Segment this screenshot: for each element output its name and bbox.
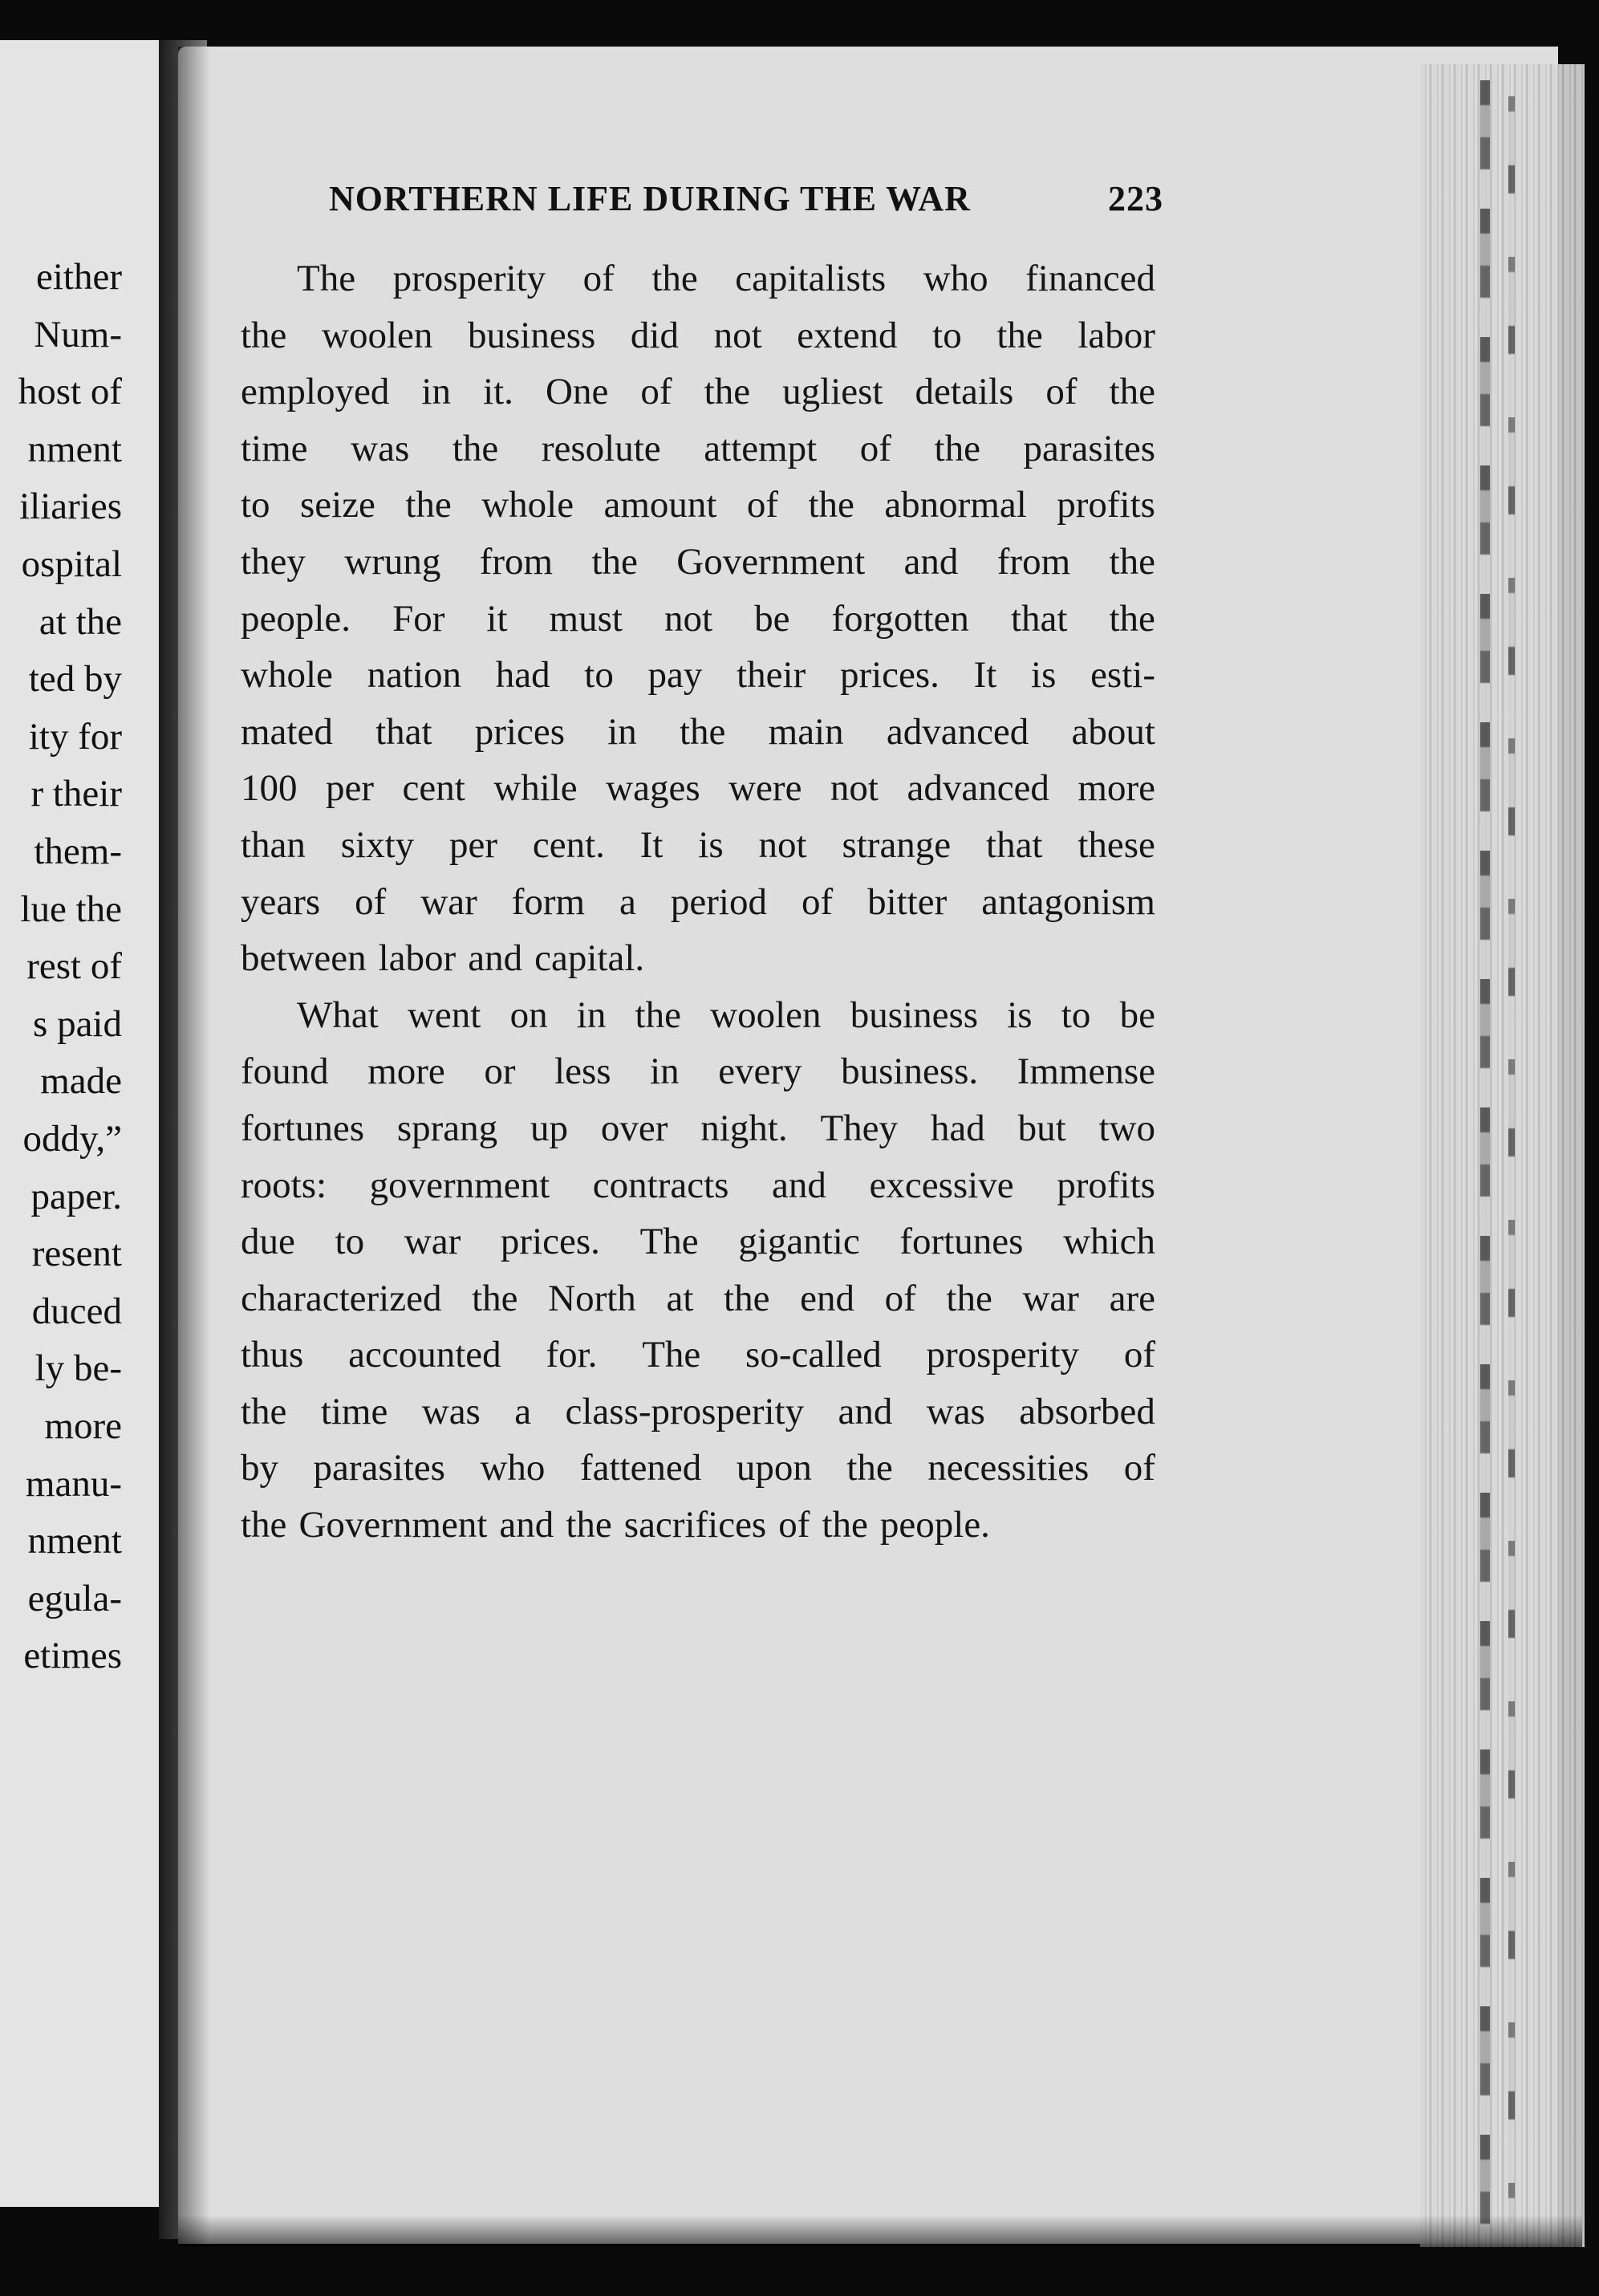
- word: they: [241, 540, 306, 583]
- previous-page-line: paper.: [30, 1175, 122, 1217]
- word: characterized: [241, 1277, 442, 1319]
- word: was: [351, 427, 410, 469]
- word: in: [607, 710, 637, 753]
- word: financed: [1025, 258, 1155, 299]
- word: the: [1109, 540, 1155, 583]
- word: roots:: [241, 1164, 327, 1206]
- text-line: [241, 1327, 1155, 1384]
- word: of: [884, 1277, 916, 1319]
- word: it.: [483, 371, 513, 413]
- text-line: [241, 1157, 1155, 1214]
- word: capital.: [534, 937, 645, 980]
- word: to: [241, 484, 270, 526]
- word: prices: [474, 710, 565, 753]
- word: every: [718, 1050, 802, 1093]
- word: the: [452, 427, 499, 469]
- previous-page-line: rest of: [26, 945, 122, 988]
- word: and: [772, 1164, 826, 1206]
- word: and: [499, 1504, 554, 1546]
- word: while: [493, 767, 578, 810]
- word: resolute: [541, 427, 661, 469]
- word: It: [973, 654, 997, 697]
- word: of: [582, 258, 615, 299]
- word: the: [241, 314, 287, 356]
- word: was: [421, 1390, 481, 1432]
- word: are: [1109, 1277, 1155, 1319]
- word: be: [1119, 994, 1155, 1036]
- text-line: [241, 1270, 1155, 1327]
- previous-page-line: s paid: [33, 1002, 122, 1045]
- word: not: [830, 767, 879, 810]
- word: attempt: [704, 427, 818, 469]
- word: prosperity: [926, 1334, 1080, 1376]
- page-shadow: [178, 47, 210, 2244]
- word: the: [846, 1447, 893, 1489]
- word: it: [486, 597, 508, 640]
- text-line: [241, 647, 1155, 704]
- word: more: [367, 1050, 445, 1093]
- previous-page-line: etimes: [23, 1635, 122, 1677]
- word: so-called: [745, 1334, 882, 1376]
- word: not: [713, 314, 762, 356]
- word: the: [635, 994, 681, 1036]
- word: extend: [797, 314, 898, 356]
- word: sacrifices: [623, 1504, 767, 1546]
- word: whole: [241, 654, 333, 697]
- text-line: [241, 477, 1155, 534]
- word: whole: [481, 484, 574, 526]
- word: the: [472, 1277, 518, 1319]
- word: war: [404, 1221, 461, 1263]
- paragraph: [241, 987, 1155, 1554]
- word: North: [548, 1277, 636, 1319]
- word: in: [576, 994, 607, 1036]
- previous-page-line: Num-: [34, 313, 122, 356]
- running-title: NORTHERN LIFE DURING THE WAR: [329, 179, 971, 218]
- word: by: [241, 1447, 278, 1489]
- word: more: [1077, 767, 1155, 810]
- word: which: [1063, 1221, 1155, 1263]
- text-line: [241, 1043, 1155, 1100]
- word: Government: [298, 1504, 488, 1546]
- word: war: [420, 880, 477, 923]
- word: the: [566, 1504, 612, 1546]
- word: went: [407, 994, 481, 1036]
- page-body: [241, 250, 1155, 1554]
- word: advanced: [907, 767, 1049, 810]
- word: between: [241, 937, 367, 980]
- word: Immense: [1017, 1050, 1155, 1093]
- text-line: [241, 817, 1155, 874]
- word: that: [1010, 597, 1068, 640]
- previous-page-line: ospital: [21, 543, 122, 585]
- word: nation: [367, 654, 462, 697]
- word: prices.: [839, 654, 940, 697]
- word: contracts: [592, 1164, 729, 1206]
- word: woolen: [710, 994, 822, 1036]
- word: or: [484, 1050, 516, 1093]
- word: wages: [606, 767, 700, 810]
- word: per: [449, 823, 498, 866]
- word: from: [479, 540, 554, 583]
- word: from: [996, 540, 1071, 583]
- word: mated: [241, 710, 333, 753]
- word: of: [778, 1504, 810, 1546]
- text-line: [241, 1213, 1155, 1270]
- text-line: [241, 364, 1155, 421]
- word: labor: [378, 937, 457, 980]
- text-line: [241, 421, 1155, 477]
- word: to: [1061, 994, 1091, 1036]
- word: prosperity: [392, 258, 546, 299]
- word: fortunes: [899, 1221, 1024, 1263]
- word: antagonism: [981, 880, 1155, 923]
- word: to: [584, 654, 614, 697]
- word: the: [680, 710, 726, 753]
- word: a: [619, 880, 636, 923]
- word: night.: [700, 1107, 788, 1149]
- word: the: [591, 540, 638, 583]
- word: parasites: [313, 1447, 445, 1489]
- word: One: [546, 371, 609, 413]
- previous-page-line: r their: [30, 773, 122, 815]
- word: the: [241, 1504, 287, 1546]
- word: the: [1109, 371, 1155, 413]
- previous-page-line: either: [36, 256, 122, 298]
- fore-edge-stain: [1480, 80, 1490, 2231]
- text-line: [241, 874, 1155, 931]
- word: forgotten: [831, 597, 969, 640]
- word: to: [932, 314, 962, 356]
- word: over: [600, 1107, 668, 1149]
- word: two: [1098, 1107, 1155, 1149]
- word: who: [480, 1447, 546, 1489]
- word: profits: [1057, 484, 1155, 526]
- word: 100: [241, 767, 298, 810]
- word: and: [838, 1390, 893, 1432]
- word: prices.: [500, 1221, 600, 1263]
- word: less: [554, 1050, 611, 1093]
- word: profits: [1057, 1164, 1155, 1206]
- previous-page-line: host of: [18, 371, 122, 413]
- word: the: [946, 1277, 992, 1319]
- word: What: [297, 994, 379, 1036]
- word: the: [808, 484, 854, 526]
- word: must: [549, 597, 623, 640]
- word: strange: [842, 823, 952, 866]
- word: on: [509, 994, 548, 1036]
- previous-page-line: manu-: [25, 1462, 122, 1505]
- word: did: [630, 314, 679, 356]
- word: had: [930, 1107, 985, 1149]
- word: bitter: [867, 880, 948, 923]
- previous-page-line: them-: [34, 831, 122, 872]
- word: the: [724, 1277, 770, 1319]
- word: capitalists: [735, 258, 887, 299]
- word: the: [704, 371, 751, 413]
- word: fattened: [579, 1447, 702, 1489]
- word: the: [241, 1390, 287, 1432]
- word: the: [934, 427, 980, 469]
- previous-page-line: ted by: [28, 658, 122, 701]
- word: were: [728, 767, 802, 810]
- word: The: [639, 1221, 699, 1263]
- word: the: [651, 258, 698, 299]
- word: pay: [647, 654, 703, 697]
- word: esti-: [1090, 654, 1155, 697]
- word: details: [915, 371, 1014, 413]
- word: the: [996, 314, 1043, 356]
- word: of: [859, 427, 891, 469]
- word: had: [495, 654, 550, 697]
- previous-page-line: duced: [31, 1290, 122, 1332]
- text-line: [241, 760, 1155, 817]
- previous-page-line: ly be-: [34, 1347, 122, 1390]
- word: wrung: [344, 540, 441, 583]
- word: than: [241, 823, 306, 866]
- word: sixty: [340, 823, 415, 866]
- word: period: [670, 880, 767, 923]
- word: time: [320, 1390, 388, 1432]
- previous-page-line: more: [44, 1405, 122, 1447]
- word: time: [241, 427, 308, 469]
- previous-page-line: ity for: [28, 715, 122, 758]
- word: amount: [603, 484, 717, 526]
- word: the: [1109, 597, 1155, 640]
- word: their: [737, 654, 806, 697]
- previous-page: [0, 40, 178, 2207]
- text-line: [241, 987, 1155, 1044]
- word: up: [530, 1107, 569, 1149]
- book-fore-edge: [1420, 64, 1585, 2247]
- paragraph: [241, 250, 1155, 987]
- word: They: [820, 1107, 899, 1149]
- word: who: [923, 258, 988, 299]
- word: thus: [241, 1334, 304, 1376]
- word: parasites: [1023, 427, 1155, 469]
- word: to: [335, 1221, 365, 1263]
- previous-page-line: iliaries: [19, 486, 122, 528]
- word: It: [639, 823, 664, 866]
- previous-page-line: oddy,”: [22, 1118, 122, 1160]
- word: advanced: [886, 710, 1029, 753]
- word: The: [642, 1334, 701, 1376]
- text-line: [241, 1497, 1155, 1554]
- word: years: [241, 880, 321, 923]
- word: form: [511, 880, 586, 923]
- word: not: [758, 823, 807, 866]
- word: seize: [299, 484, 375, 526]
- word: at: [666, 1277, 694, 1319]
- word: due: [241, 1221, 295, 1263]
- previous-page-line: lue the: [20, 888, 122, 930]
- previous-page-line: nment: [27, 1520, 122, 1562]
- word: class-prosperity: [565, 1390, 805, 1432]
- word: not: [664, 597, 713, 640]
- word: people.: [879, 1504, 990, 1546]
- word: that: [986, 823, 1043, 866]
- word: end: [800, 1277, 854, 1319]
- word: government: [369, 1164, 550, 1206]
- word: of: [1045, 371, 1077, 413]
- word: and: [468, 937, 523, 980]
- word: business: [468, 314, 596, 356]
- word: and: [903, 540, 959, 583]
- running-header: [329, 178, 1163, 219]
- word: is: [698, 823, 724, 866]
- word: these: [1077, 823, 1155, 866]
- word: for.: [546, 1334, 598, 1376]
- word: but: [1017, 1107, 1066, 1149]
- word: The: [297, 258, 356, 299]
- word: of: [1123, 1334, 1155, 1376]
- word: of: [355, 880, 387, 923]
- word: main: [768, 710, 844, 753]
- word: of: [1123, 1447, 1155, 1489]
- word: For: [392, 597, 445, 640]
- text-line: [241, 591, 1155, 648]
- bottom-shadow: [178, 2215, 1582, 2247]
- word: a: [514, 1390, 532, 1432]
- word: upon: [736, 1447, 812, 1489]
- word: business: [850, 994, 979, 1036]
- word: found: [241, 1050, 329, 1093]
- word: accounted: [348, 1334, 501, 1376]
- word: Government: [676, 540, 866, 583]
- word: sprang: [396, 1107, 498, 1149]
- text-line: [241, 250, 1155, 307]
- word: of: [801, 880, 834, 923]
- previous-page-line: resent: [31, 1233, 122, 1275]
- word: people.: [241, 597, 351, 640]
- previous-page-line: made: [40, 1060, 122, 1103]
- text-line: [241, 1384, 1155, 1441]
- word: in: [421, 371, 451, 413]
- word: cent.: [532, 823, 605, 866]
- word: of: [746, 484, 779, 526]
- word: business.: [841, 1050, 979, 1093]
- word: ugliest: [782, 371, 883, 413]
- fore-edge-stain: [1508, 96, 1515, 2223]
- word: necessities: [927, 1447, 1090, 1489]
- word: the: [405, 484, 452, 526]
- word: is: [1031, 654, 1057, 697]
- page-number: 223: [1108, 179, 1163, 218]
- word: is: [1007, 994, 1033, 1036]
- word: fortunes: [241, 1107, 365, 1149]
- word: in: [650, 1050, 680, 1093]
- word: the: [822, 1504, 868, 1546]
- previous-page-line: nment: [27, 428, 122, 470]
- word: excessive: [869, 1164, 1014, 1206]
- word: cent: [402, 767, 465, 810]
- word: about: [1071, 710, 1155, 753]
- word: absorbed: [1019, 1390, 1155, 1432]
- text-line: [241, 930, 1155, 987]
- text-line: [241, 1440, 1155, 1497]
- text-line: [241, 704, 1155, 761]
- word: employed: [241, 371, 390, 413]
- word: gigantic: [738, 1221, 860, 1263]
- word: woolen: [322, 314, 433, 356]
- word: that: [375, 710, 432, 753]
- word: labor: [1077, 314, 1155, 356]
- word: was: [926, 1390, 985, 1432]
- word: be: [754, 597, 790, 640]
- text-line: [241, 307, 1155, 364]
- previous-page-line: egula-: [27, 1577, 122, 1619]
- text-line: [241, 1100, 1155, 1157]
- previous-page-line: at the: [39, 600, 122, 643]
- word: war: [1022, 1277, 1079, 1319]
- word: per: [325, 767, 374, 810]
- word: abnormal: [884, 484, 1027, 526]
- word: of: [640, 371, 672, 413]
- text-line: [241, 534, 1155, 591]
